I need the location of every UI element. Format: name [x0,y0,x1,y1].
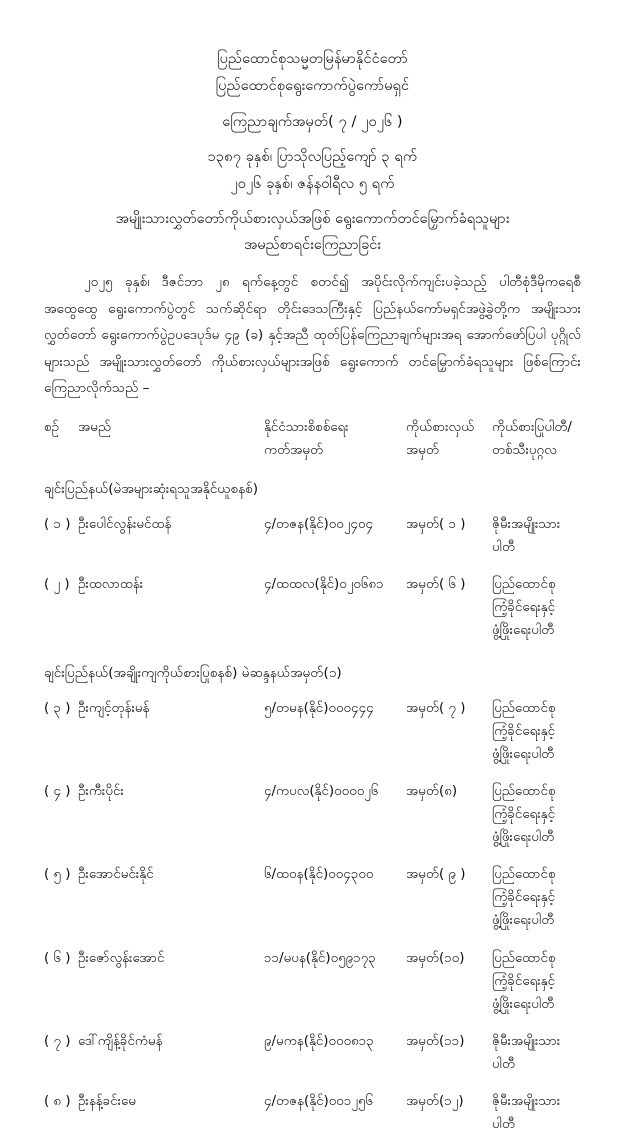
row-party [492,856,581,939]
row-party-line1: ပြည်ထောင်စုကြံ့ခိုင်ရေးနှင့် [492,784,556,823]
column-header-name: အမည် [78,419,111,435]
table-row [44,773,581,856]
document-title-line1: အမျိုးသားလွှတ်တော်ကိုယ်စားလှယ်အဖြစ် ရွေးကောက်တင်မြှောက်ခံရသူများ [115,211,510,228]
table-head [44,416,581,465]
row-party-line2: ဖွံ့ဖြိုးရေးပါတီ [492,913,555,929]
table-row [44,506,581,566]
column-header-party-line1: ကိုယ်စားပြုပါတီ/ [492,419,572,435]
announcement-paragraph [44,269,581,402]
row-person-name: ဦးနန့်ခင်းမေ [78,1093,136,1109]
paragraph-text: ၂၀၂၅ ခုနှစ်၊ ဒီဇင်ဘာ ၂၈ ရက်နေ့တွင် စတင်၍ အပိုင်းလိုက်ကျင်းပခဲ့သည့် ပါတီစုံဒီမိုကရေစီ အထွေထွေ ရွေးကောက်ပွဲတွင် သက်ဆိုင်ရာ တိုင်းဒေသကြီးနှင့် ပြည်နယ်ကော်မရှင်အဖွဲ့ခွဲတို့က အမျိုးသားလွှတ်တော် ရွေးကောက်ပွဲဥပဒေပုဒ်မ ၄၉ (ခ) နှင့်အညီ ထုတ်ပြန်ကြေညာချက်များအရ အောက်ဖော်ပြပါ ပုဂ္ဂိုလ်များသည် အမျိုးသားလွှတ်တော် ကိုယ်စားလှယ်များအဖြစ် ရွေးကောက် တင်မြှောက်ခံရသူများ ဖြစ်ကြောင်း ကြေညာလိုက်သည် – [44,274,581,397]
table-section-label: ချင်းပြည်နယ်(အချိုးကျကိုယ်စားပြုစနစ်) မဲဆန္ဒနယ်အမှတ်(၁) [44,665,342,681]
row-nrc-number: ၆/ထဝန(နိုင်)၀၀၄၃၀၀ [264,867,374,883]
row-nrc-number: ၄/ကပလ(နိုင်)၀၀၀၀၂၆ [264,784,379,800]
row-party-line2: ဖွံ့ဖြိုးရေးပါတီ [492,830,555,846]
row-person-name: ဦးထလာထန်း [78,576,144,592]
row-person-name: ဒေါ်ကျိန့်ခိုင်ကံမန် [78,1033,163,1049]
row-party-line1: ဇိုမီးအမျိုးသားပါတီ [492,1093,561,1132]
row-person-name: ဦးအောင်မင်းနိုင် [78,867,154,883]
row-nrc-number: ၄/ထထလ(နိုင်)၀၂၀၆၈၁ [264,576,384,592]
row-nrc-number: ၄/တဇန(နိုင်)၀၀၁၂၅၆ [264,1093,374,1109]
table-section-label: ချင်းပြည်နယ်(မဲအများဆုံးရသူအနိုင်ယူစနစ်) [44,480,259,497]
date-gregorian: ၂၀၂၆ ခုနှစ်၊ ဇန်နဝါရီလ ၅ ရက် [230,176,395,193]
row-candidate-number: အမှတ်(၁၂) [406,1093,464,1109]
row-nrc-number: ၄/တဇန(နိုင်)၀၀၂၄၀၄ [264,516,374,532]
date-myanmar-era: ၁၃၈၇ ခုနှစ်၊ ပြာသိုလပြည့်ကျော် ၃ ရက် [207,149,418,166]
row-index: ( ၇ ) [44,1033,71,1049]
table-row [44,1023,581,1083]
column-header-candidate-line2: အမှတ် [406,443,439,459]
row-candidate-number: အမှတ်( ၆ ) [406,576,466,592]
row-party [492,773,581,856]
column-header-party-line2: တစ်သီးပုဂ္ဂလ [492,443,557,459]
row-candidate-number: အမှတ်( ၇ ) [406,701,466,717]
row-party-line2: ဖွံ့ဖြိုးရေးပါတီ [492,622,555,638]
row-party-line1: ပြည်ထောင်စုကြံ့ခိုင်ရေးနှင့် [492,701,556,740]
column-header-party [492,416,581,465]
row-index: ( ၅ ) [44,867,71,883]
row-nrc-number: ၁၁/မပန(နိုင်)၀၅၉၁၇၃ [264,950,376,966]
row-index: ( ၆ ) [44,950,71,966]
row-candidate-number: အမှတ်( ၁ ) [406,516,466,532]
row-party-line1: ဇိုမီးအမျိုးသားပါတီ [492,1033,561,1072]
table-row [44,940,581,1023]
row-index: ( ၈ ) [44,1093,71,1109]
row-nrc-number: ၅/တမန(နိုင်)၀၀၀၄၄၄ [264,701,374,717]
row-party [492,690,581,773]
column-header-candidate-line1: ကိုယ်စားလှယ် [406,419,475,435]
row-party-line1: ပြည်ထောင်စုကြံ့ခိုင်ရေးနှင့် [492,576,556,615]
row-party [492,1023,581,1083]
row-person-name: ဦးပေါင်လွန်းမင်ထန် [78,516,172,532]
row-person-name: ဦးဇော်လွန်းအောင် [78,950,165,966]
row-candidate-number: အမှတ်(၈) [406,784,458,800]
row-index: ( ၃ ) [44,701,71,717]
row-party-line1: ဇိုမီးအမျိုးသားပါတီ [492,516,561,555]
row-party-line1: ပြည်ထောင်စုကြံ့ခိုင်ရေးနှင့် [492,867,556,906]
representatives-table [44,416,581,1143]
row-person-name: ဦးကျင့်တုန်းမန် [78,701,150,717]
row-party-line1: ပြည်ထောင်စုကြံ့ခိုင်ရေးနှင့် [492,950,556,989]
commission-name: ပြည်ထောင်စုရွေးကောက်ပွဲကော်မရှင် [215,77,410,94]
table-row [44,566,581,649]
table-body [44,465,581,1143]
table-header-row [44,416,581,465]
table-row [44,856,581,939]
row-candidate-number: အမှတ်( ၉ ) [406,867,466,883]
announcement-number: ကြေညာချက်အမှတ်( ၇ / ၂၀၂၆ ) [222,113,403,130]
column-header-nrc [264,416,406,465]
table-row [44,690,581,773]
row-party-line2: ဖွံ့ဖြိုးရေးပါတီ [492,996,555,1012]
row-person-name: ဦးကီးပိုင်း [78,784,124,800]
row-candidate-number: အမှတ်(၁၁) [406,1033,465,1049]
republic-name: ပြည်ထောင်စုသမ္မတမြန်မာနိုင်ငံတော် [217,51,408,67]
table-section-row [44,649,581,690]
table-row [44,1083,581,1143]
row-party [492,566,581,649]
row-index: ( ၁ ) [44,516,71,532]
row-party [492,940,581,1023]
table-section-row [44,465,581,506]
row-index: ( ၂ ) [44,576,70,592]
column-header-nrc-line1: နိုင်ငံသားစိစစ်ရေး [264,419,349,435]
document-title-line2: အမည်စာရင်းကြေညာခြင်း [244,237,381,254]
row-candidate-number: အမှတ်(၁၀) [406,950,465,966]
column-header-no: စဉ် [44,419,59,435]
column-header-nrc-line2: ကတ်အမှတ် [264,443,324,459]
row-party-line2: ဖွံ့ဖြိုးရေးပါတီ [492,747,555,763]
row-index: ( ၄ ) [44,784,71,800]
row-nrc-number: ၉/မကန(နိုင်)၀၀၀၈၁၃ [264,1033,374,1049]
row-party [492,506,581,566]
row-party [492,1083,581,1143]
column-header-candidate [406,416,492,465]
